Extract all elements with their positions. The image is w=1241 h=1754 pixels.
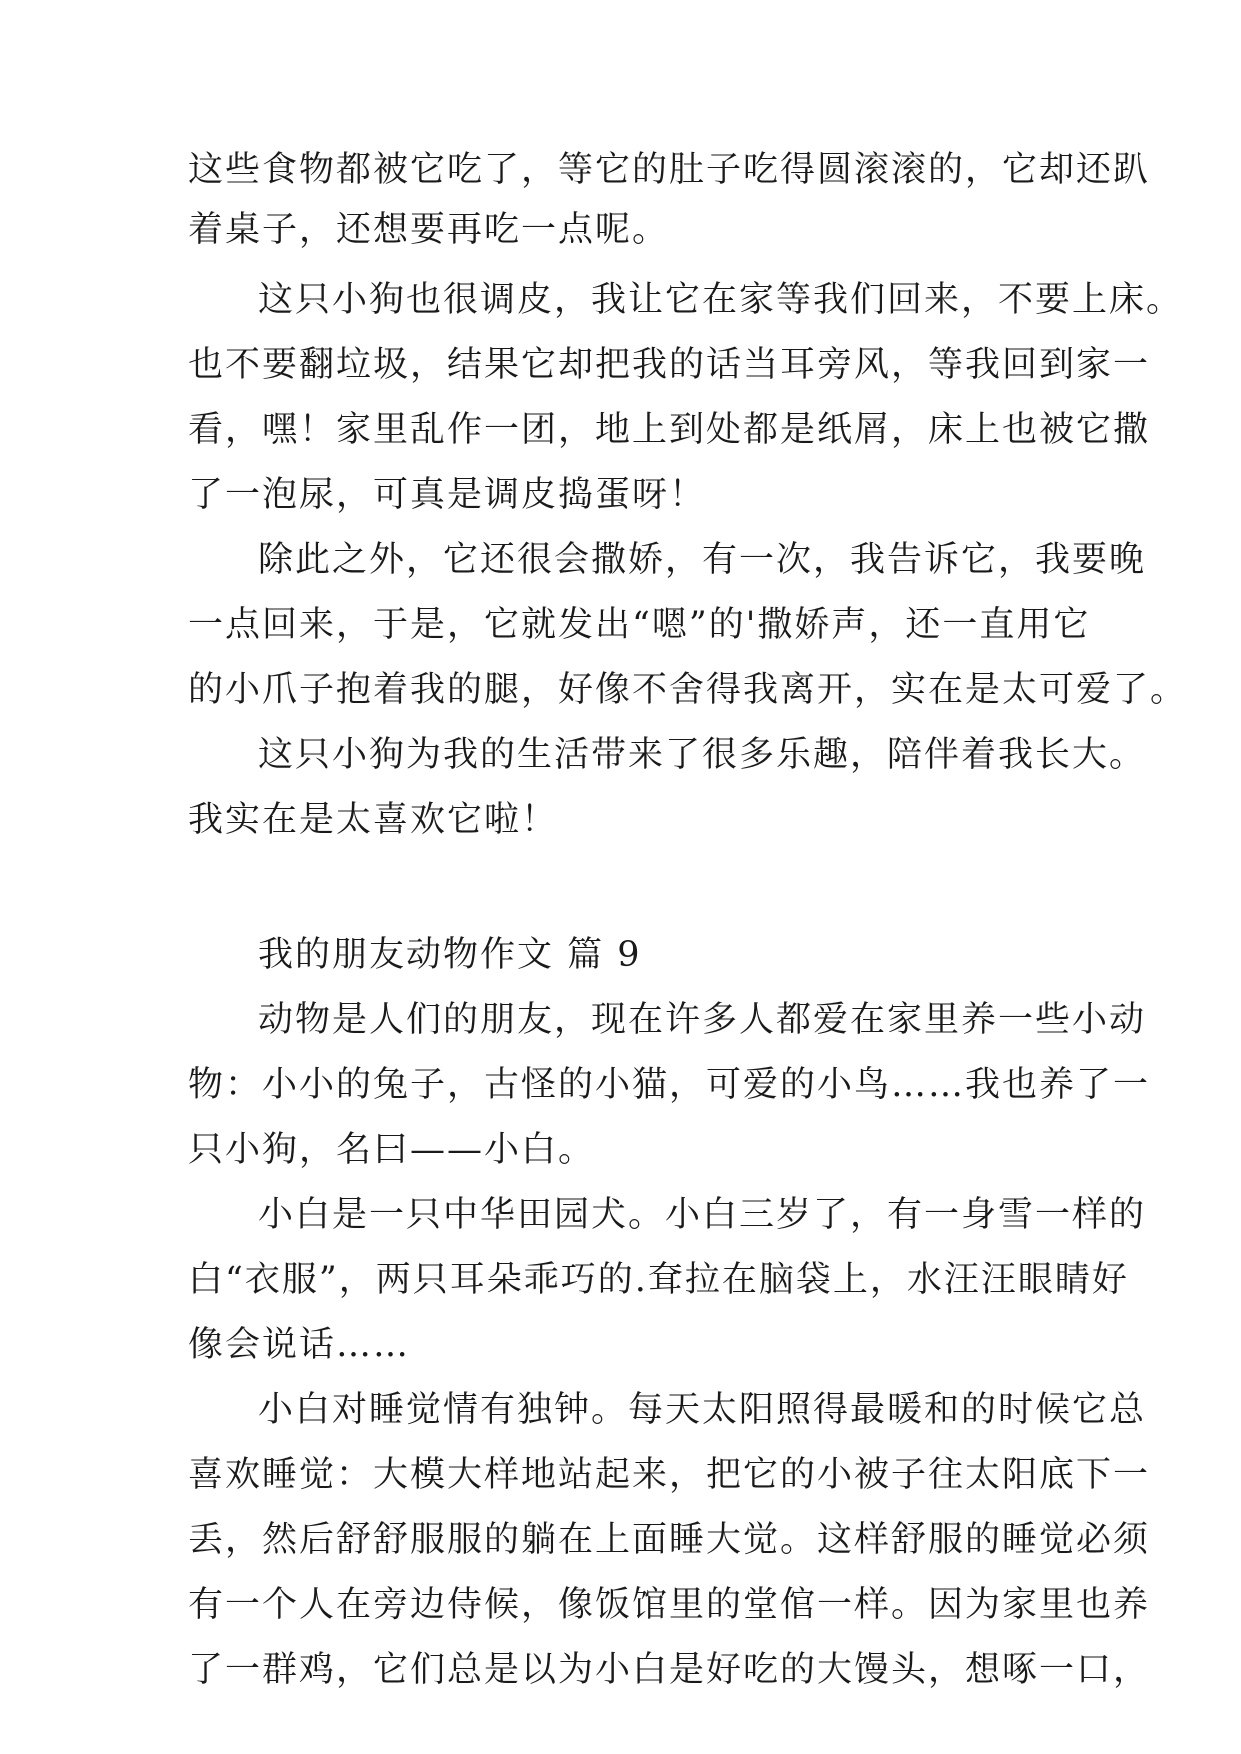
text-line: 物：小小的兔子，古怪的小猫，可爱的小鸟……我也养了一 [188, 1065, 1151, 1105]
text-line: 这只小狗为我的生活带来了很多乐趣，陪伴着我长大。 [258, 735, 1147, 775]
text-line: 除此之外，它还很会撒娇，有一次，我告诉它，我要晚 [258, 540, 1147, 580]
text-line: 丢，然后舒舒服服的躺在上面睡大觉。这样舒服的睡觉必须 [188, 1520, 1151, 1560]
text-line: 像会说话…… [188, 1325, 411, 1365]
text-line: 了一泡尿，可真是调皮捣蛋呀！ [188, 475, 707, 515]
text-line: 喜欢睡觉：大模大样地站起来，把它的小被子往太阳底下一 [188, 1455, 1151, 1495]
text-line: 我实在是太喜欢它啦！ [188, 800, 559, 840]
text-line: 了一群鸡，它们总是以为小白是好吃的大馒头，想啄一口， [188, 1650, 1151, 1690]
text-line: 这些食物都被它吃了，等它的肚子吃得圆滚滚的，它却还趴 [188, 150, 1151, 190]
text-line: 这只小狗也很调皮，我让它在家等我们回来，不要上床。 [258, 280, 1184, 320]
text-line: 动物是人们的朋友，现在许多人都爱在家里养一些小动 [258, 1000, 1147, 1040]
section-heading: 我的朋友动物作文 篇 9 [258, 935, 642, 975]
text-line: 一点回来，于是，它就发出“嗯”的'撒娇声，还一直用它 [188, 605, 1091, 645]
text-line: 只小狗，名曰——小白。 [188, 1130, 596, 1170]
text-line: 小白对睡觉情有独钟。每天太阳照得最暖和的时候它总 [258, 1390, 1147, 1430]
text-line: 白“衣服”，两只耳朵乖巧的.耷拉在脑袋上，水汪汪眼睛好 [188, 1260, 1129, 1300]
text-line: 也不要翻垃圾，结果它却把我的话当耳旁风，等我回到家一 [188, 345, 1151, 385]
text-line: 着桌子，还想要再吃一点呢。 [188, 210, 670, 250]
text-line: 有一个人在旁边侍候，像饭馆里的堂倌一样。因为家里也养 [188, 1585, 1151, 1625]
text-line: 的小爪子抱着我的腿，好像不舍得我离开，实在是太可爱了。 [188, 670, 1188, 710]
text-line: 看，嘿！家里乱作一团，地上到处都是纸屑，床上也被它撒 [188, 410, 1151, 450]
text-line: 小白是一只中华田园犬。小白三岁了，有一身雪一样的 [258, 1195, 1147, 1235]
